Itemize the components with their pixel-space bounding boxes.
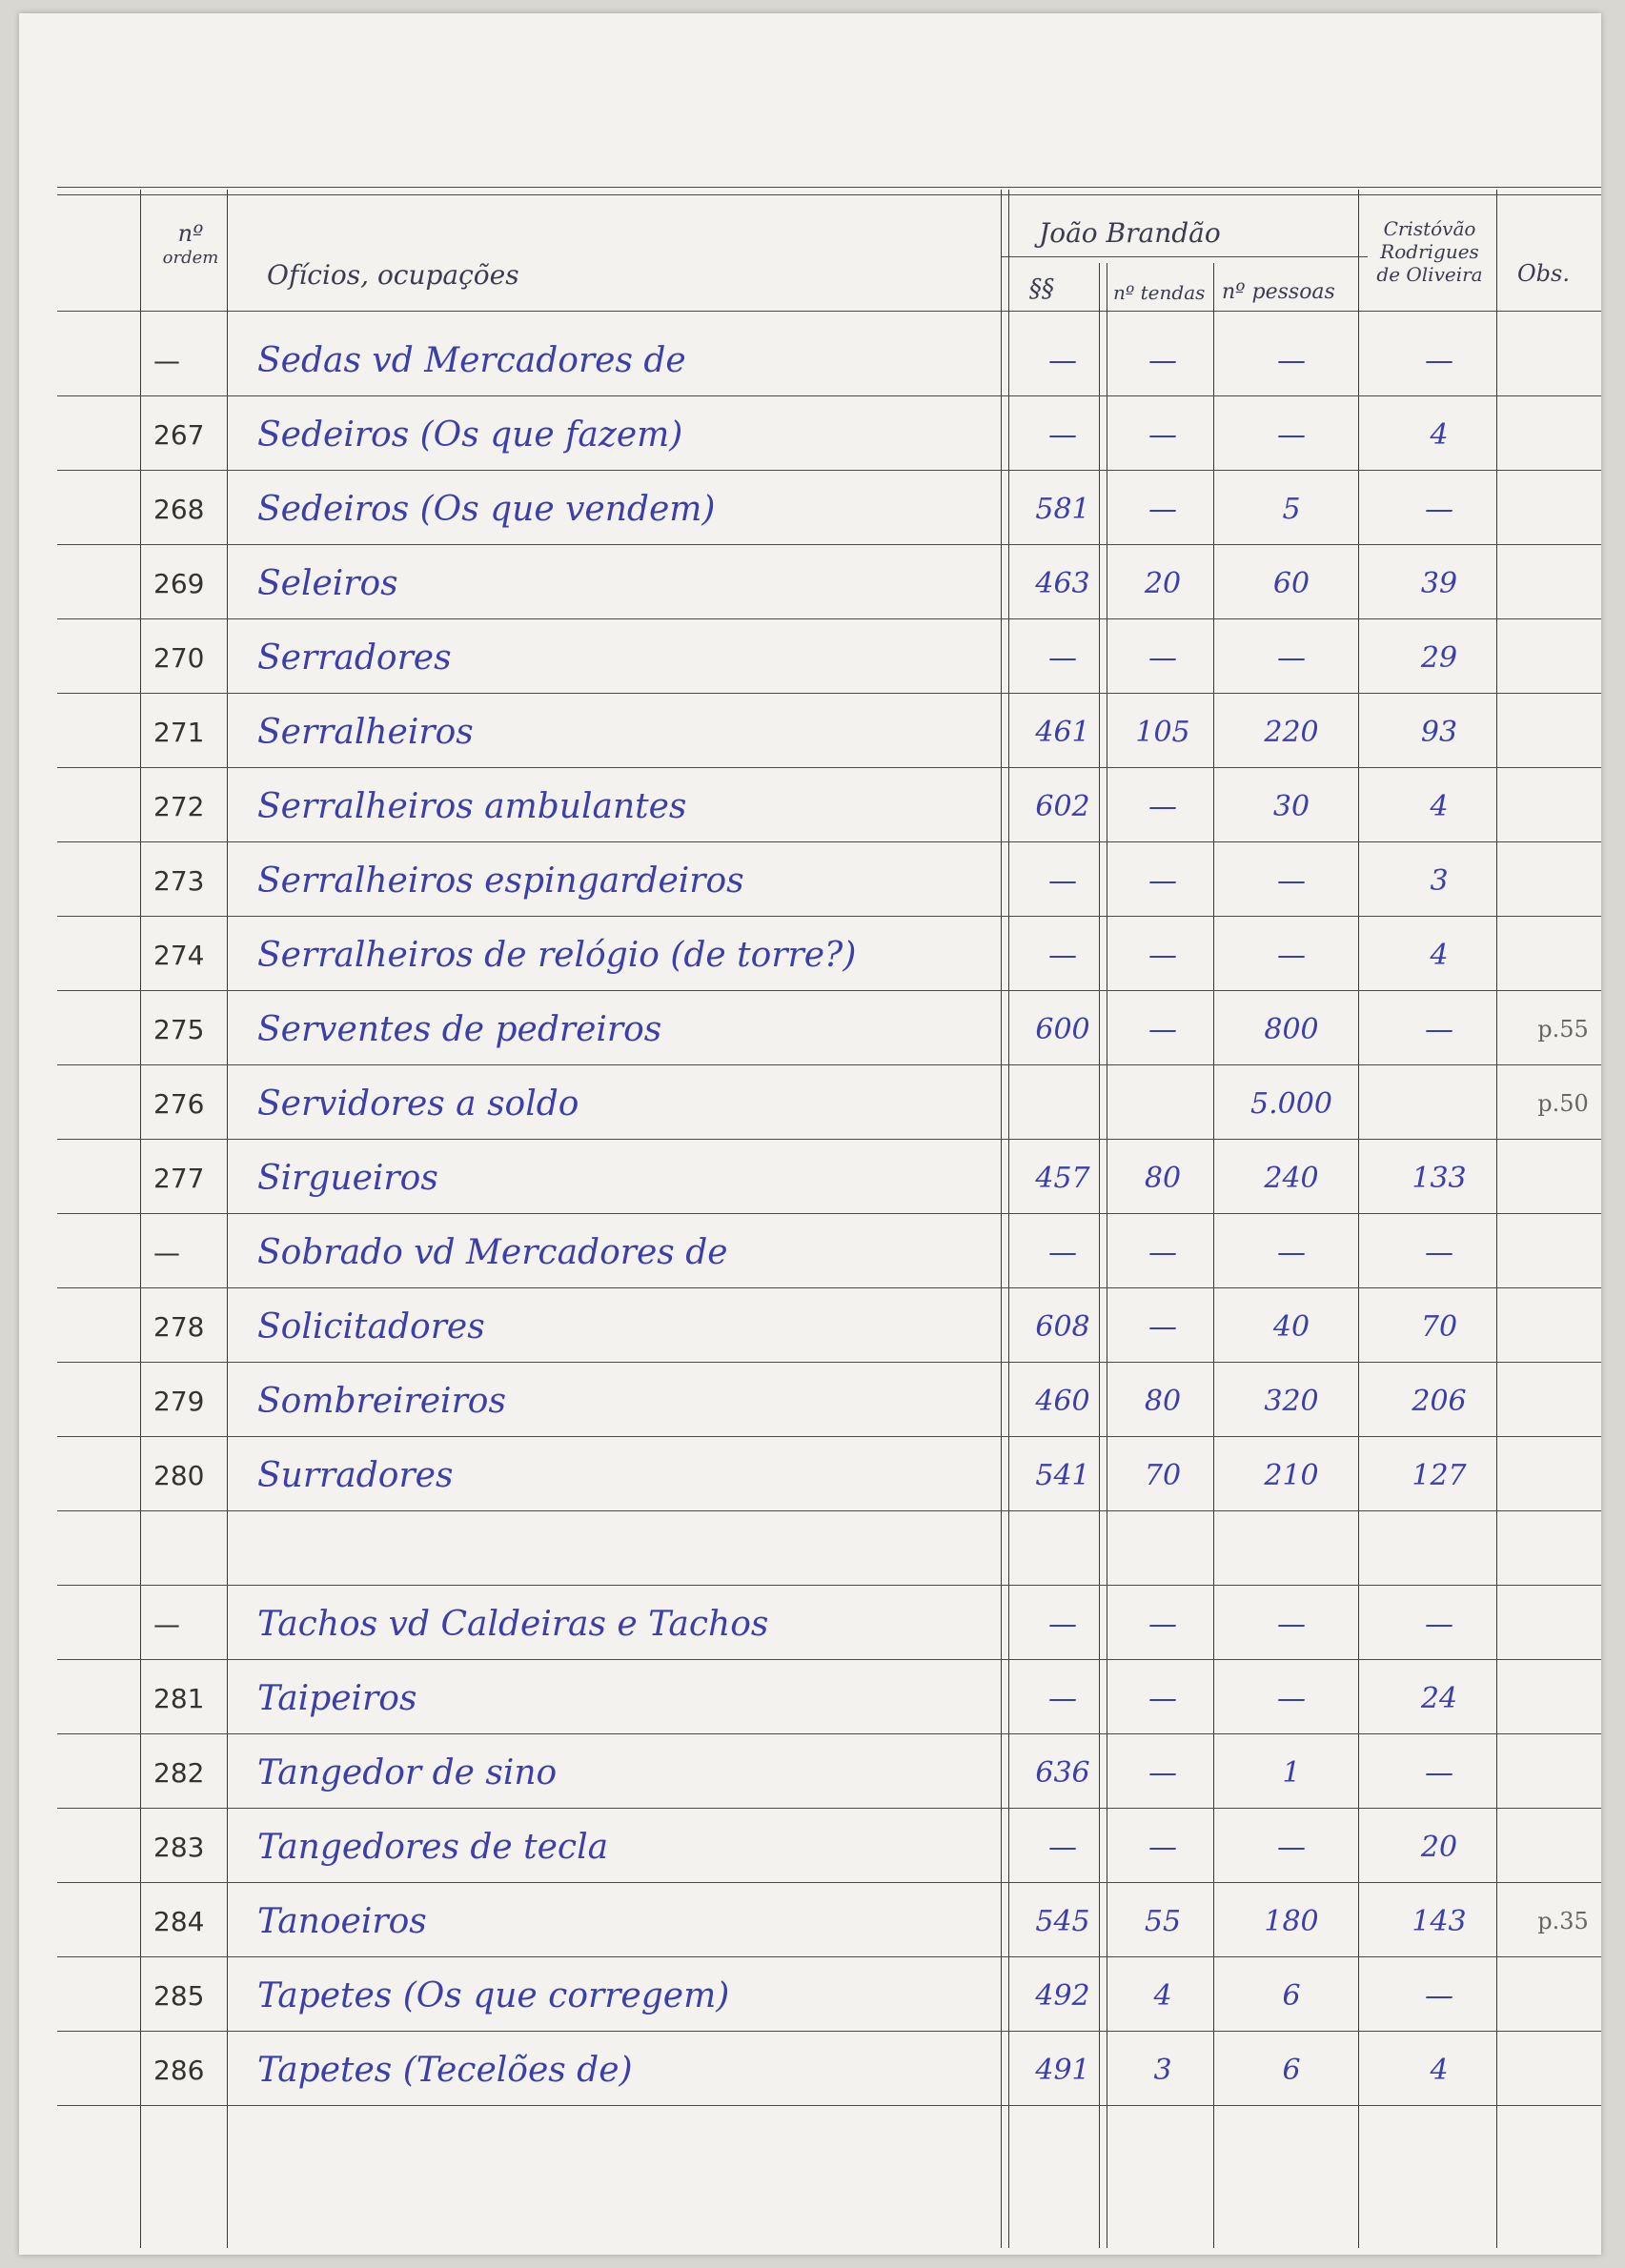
obs-note [1511,695,1615,769]
tendas-value: 105 [1135,715,1190,749]
ss-value: — [1048,1830,1077,1864]
table-row [19,1141,1601,1215]
cristovao-value: 206 [1412,1384,1467,1418]
ss-value: — [1048,1607,1077,1641]
tendas-value: 3 [1153,2053,1172,2087]
occupation-name: Sombreireiros [257,1381,506,1421]
ss-value: 541 [1035,1458,1090,1492]
tendas-value: — [1148,1830,1177,1864]
cristovao-value: — [1425,1235,1453,1269]
cristovao-value: — [1425,492,1453,526]
table-row [19,918,1601,992]
occupation-name: Serralheiros espingardeiros [257,861,744,901]
cristovao-value: 70 [1420,1309,1458,1344]
occupation-name: Tapetes (Os que corregem) [257,1975,730,2015]
pessoas-value: — [1277,938,1306,972]
header-num-line1: nº [177,220,204,247]
row-number: 271 [153,716,205,748]
cristovao-value: 39 [1420,566,1458,600]
occupation-name: Serradores [257,638,452,678]
occupation-name: Tangedores de tecla [257,1827,609,1867]
obs-note [1511,918,1615,992]
tendas-value: — [1148,1755,1177,1790]
occupation-name: Serralheiros ambulantes [257,786,687,826]
pessoas-value: 320 [1264,1384,1319,1418]
row-number: 267 [153,418,205,451]
tendas-value: — [1148,1309,1177,1344]
cristovao-value: — [1425,1607,1453,1641]
row-number: 275 [153,1013,205,1045]
row-number: 283 [153,1831,205,1863]
table-row [19,1884,1601,1958]
occupation-name: Sedas vd Mercadores de [257,340,686,380]
row-number: 278 [153,1310,205,1343]
row-number [148,1512,249,1587]
header-occupation: Ofícios, ocupações [267,259,519,291]
tendas-value: 80 [1144,1161,1182,1195]
cristovao-value: 4 [1430,789,1449,823]
cristovao-value: 143 [1412,1904,1467,1938]
table-row [19,1810,1601,1884]
cristovao-value: 133 [1412,1161,1467,1195]
ss-value: — [1048,938,1077,972]
pessoas-value: 240 [1264,1161,1319,1195]
pessoas-value: 6 [1282,2053,1301,2087]
occupation-name: Solicitadores [257,1306,485,1347]
tendas-value: — [1148,938,1177,972]
header-ss: §§ [1029,274,1054,303]
occupation-name: Seleiros [257,563,398,603]
pessoas-value: — [1277,417,1306,452]
occupation-name: Serralheiros de relógio (de torre?) [257,935,857,975]
row-number: — [153,1236,180,1268]
occupation-name: Serventes de pedreiros [257,1009,662,1049]
row-number: 279 [153,1385,205,1417]
pessoas-value: 1 [1282,1755,1301,1790]
table-row [19,992,1601,1066]
table-row [19,1289,1601,1364]
cristovao-value: 29 [1420,640,1458,675]
pessoas-value [1220,1512,1363,1587]
ss-value: 492 [1035,1978,1090,2013]
ss-value: 581 [1035,492,1090,526]
row-number: — [153,344,180,376]
tendas-value: — [1148,417,1177,452]
row-number: 268 [153,493,205,525]
pessoas-value: 220 [1264,715,1319,749]
table-row [19,1735,1601,1810]
table-row [19,1958,1601,2033]
occupation-name: Tanoeiros [257,1901,427,1941]
header-tendas: nº tendas [1113,281,1206,304]
header-cristovao-line1: Cristóvão [1383,217,1476,240]
cristovao-value: 4 [1430,2053,1449,2087]
table-row [19,695,1601,769]
table-row [19,1661,1601,1735]
obs-note [1511,397,1615,472]
table-row [19,1364,1601,1438]
row-number: 270 [153,641,205,674]
obs-note [1511,1438,1615,1512]
tendas-value: — [1148,1681,1177,1715]
tendas-value: 55 [1144,1904,1182,1938]
obs-note [1511,1141,1615,1215]
row-number: 272 [153,790,205,822]
occupation-name: Sirgueiros [257,1158,438,1198]
obs-note [1511,1958,1615,2033]
pessoas-value: 30 [1272,789,1310,823]
header-cristovao-line2: Rodrigues [1380,240,1479,263]
occupation-name: Surradores [257,1455,454,1495]
occupation-name: Serralheiros [257,712,474,752]
cristovao-value: — [1425,1012,1453,1046]
table-row [19,546,1601,620]
table-row [19,323,1601,397]
ss-value [1001,1512,1125,1587]
table-row [19,1438,1601,1512]
obs-note [1511,1512,1615,1587]
obs-note [1511,843,1615,918]
cristovao-value [1368,1066,1511,1141]
cristovao-value: — [1425,1978,1453,2013]
row-number: 269 [153,567,205,599]
pessoas-value: 60 [1272,566,1310,600]
header-rule [57,311,1601,312]
pessoas-value: 800 [1264,1012,1319,1046]
occupation-name: Taipeiros [257,1678,417,1718]
row-number: 273 [153,864,205,897]
header-joao-brandao: João Brandão [1039,217,1221,249]
pessoas-value: 180 [1264,1904,1319,1938]
obs-note: p.55 [1537,1016,1589,1043]
row-number: 282 [153,1756,205,1789]
ss-value: 460 [1035,1384,1090,1418]
tendas-value: — [1148,1235,1177,1269]
row-number: 276 [153,1087,205,1120]
tendas-value: 20 [1144,566,1182,600]
ss-value: 636 [1035,1755,1090,1790]
subheader-rule [1001,256,1368,257]
ss-value: — [1048,417,1077,452]
occupation-name: Sedeiros (Os que vendem) [257,489,716,529]
occupation-name: Tapetes (Tecelões de) [257,2050,633,2090]
pessoas-value: — [1277,640,1306,675]
obs-note [1511,1735,1615,1810]
ss-value: — [1048,1235,1077,1269]
ss-value: 602 [1035,789,1090,823]
tendas-value: — [1148,1012,1177,1046]
tendas-value [1110,1512,1215,1587]
table-row [19,1512,1601,1587]
pessoas-value: — [1277,1681,1306,1715]
row-number: 286 [153,2054,205,2086]
tendas-value: 4 [1153,1978,1172,2013]
tendas-value: — [1148,789,1177,823]
header-num [152,221,229,271]
occupation-name: Servidores a soldo [257,1083,579,1124]
header-cristovao [1363,217,1496,286]
table-row [19,620,1601,695]
ss-value: 600 [1035,1012,1090,1046]
tendas-value: — [1148,343,1177,377]
cristovao-value: 3 [1430,863,1449,898]
occupation-name [248,1512,1020,1587]
tendas-value: — [1148,640,1177,675]
tendas-value: — [1148,1607,1177,1641]
table-row [19,1215,1601,1289]
obs-note [1511,1364,1615,1438]
obs-note [1511,1587,1615,1661]
pessoas-value: 5.000 [1250,1086,1332,1121]
row-number: — [153,1608,180,1640]
cristovao-value: 20 [1420,1830,1458,1864]
tendas-value: — [1148,863,1177,898]
obs-note [1511,1661,1615,1735]
top-rule [57,187,1601,188]
header-num-line2: ordem [162,248,219,268]
occupation-name: Sobrado vd Mercadores de [257,1232,728,1272]
pessoas-value: — [1277,863,1306,898]
row-number: 284 [153,1905,205,1937]
ss-value: 461 [1035,715,1090,749]
obs-note: p.50 [1537,1090,1589,1117]
cristovao-value [1368,1512,1511,1587]
pessoas-value: — [1277,1830,1306,1864]
cristovao-value: 4 [1430,938,1449,972]
table-row [19,397,1601,472]
ss-value: 491 [1035,2053,1090,2087]
obs-note [1511,2033,1615,2107]
table-row [19,2033,1601,2107]
table-row [19,769,1601,843]
header-cristovao-line3: de Oliveira [1376,263,1483,286]
table-row [19,1066,1601,1141]
row-number: 274 [153,939,205,971]
row-number: 281 [153,1682,205,1714]
obs-note [1511,472,1615,546]
table-row [19,472,1601,546]
top-rule-2 [57,194,1601,195]
ss-value: 545 [1035,1904,1090,1938]
obs-note [1511,1289,1615,1364]
ss-value [1001,1066,1125,1141]
cristovao-value: — [1425,1755,1453,1790]
obs-note [1511,769,1615,843]
ss-value: — [1048,343,1077,377]
pessoas-value: — [1277,1235,1306,1269]
ss-value: 463 [1035,566,1090,600]
pessoas-value: — [1277,1607,1306,1641]
obs-note [1511,546,1615,620]
ss-value: — [1048,1681,1077,1715]
tendas-value: 70 [1144,1458,1182,1492]
occupation-name: Sedeiros (Os que fazem) [257,415,683,455]
cristovao-value: — [1425,343,1453,377]
document-page [19,13,1601,2255]
occupation-name: Tangedor de sino [257,1752,558,1792]
obs-note [1511,323,1615,397]
header-obs: Obs. [1517,260,1570,287]
pessoas-value: 5 [1282,492,1301,526]
row-number: 285 [153,1979,205,2012]
pessoas-value: 210 [1264,1458,1319,1492]
ss-value: — [1048,863,1077,898]
pessoas-value: — [1277,343,1306,377]
cristovao-value: 93 [1420,715,1458,749]
header-pessoas: nº pessoas [1222,280,1335,304]
tendas-value [1110,1066,1215,1141]
row-number: 280 [153,1459,205,1491]
occupation-name: Tachos vd Caldeiras e Tachos [257,1604,769,1644]
table-row [19,1587,1601,1661]
ss-value: 608 [1035,1309,1090,1344]
obs-note [1511,620,1615,695]
table-row [19,843,1601,918]
row-number: 277 [153,1162,205,1194]
tendas-value: 80 [1144,1384,1182,1418]
obs-note [1511,1810,1615,1884]
obs-note [1511,1215,1615,1289]
pessoas-value: 6 [1282,1978,1301,2013]
obs-note: p.35 [1537,1908,1589,1934]
cristovao-value: 24 [1420,1681,1458,1715]
cristovao-value: 127 [1412,1458,1467,1492]
ss-value: 457 [1035,1161,1090,1195]
tendas-value: — [1148,492,1177,526]
ss-value: — [1048,640,1077,675]
cristovao-value: 4 [1430,417,1449,452]
pessoas-value: 40 [1272,1309,1310,1344]
